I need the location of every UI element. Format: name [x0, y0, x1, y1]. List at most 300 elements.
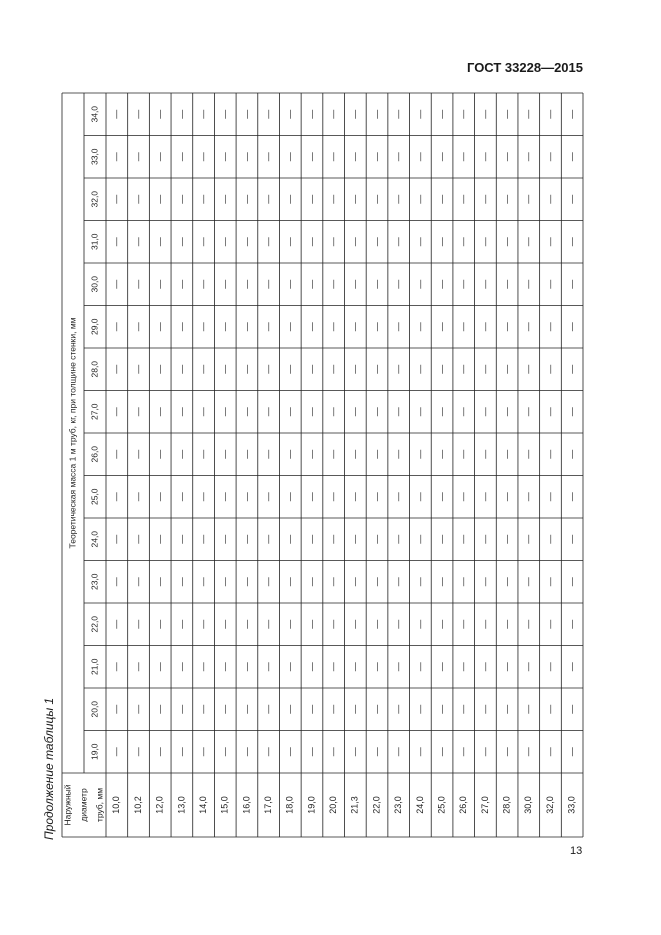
empty-value-cell: — [501, 279, 512, 289]
empty-value-cell: — [132, 492, 143, 502]
empty-value-cell: — [306, 662, 317, 672]
empty-value-cell: — [219, 237, 230, 247]
diameter-label: 25,0 [436, 796, 447, 814]
empty-value-cell: — [328, 534, 339, 544]
empty-value-cell: — [284, 407, 295, 417]
empty-value-cell: — [328, 194, 339, 204]
empty-value-cell: — [393, 619, 404, 629]
empty-value-cell: — [154, 279, 165, 289]
empty-value-cell: — [479, 152, 490, 162]
empty-value-cell: — [566, 577, 577, 587]
empty-value-cell: — [523, 449, 534, 459]
empty-value-cell: — [523, 577, 534, 587]
empty-value-cell: — [262, 279, 273, 289]
empty-value-cell: — [328, 747, 339, 757]
empty-value-cell: — [349, 747, 360, 757]
empty-value-cell: — [349, 279, 360, 289]
empty-value-cell: — [306, 152, 317, 162]
empty-value-cell: — [393, 492, 404, 502]
empty-value-cell: — [219, 449, 230, 459]
empty-value-cell: — [479, 492, 490, 502]
empty-value-cell: — [111, 407, 122, 417]
diameter-label: 26,0 [458, 796, 469, 814]
empty-value-cell: — [111, 534, 122, 544]
empty-value-cell: — [393, 747, 404, 757]
empty-value-cell: — [566, 619, 577, 629]
thickness-label: 29,0 [89, 318, 100, 336]
empty-value-cell: — [458, 619, 469, 629]
empty-value-cell: — [458, 534, 469, 544]
empty-value-cell: — [154, 322, 165, 332]
empty-value-cell: — [501, 194, 512, 204]
empty-value-cell: — [241, 534, 252, 544]
empty-value-cell: — [436, 364, 447, 374]
empty-value-cell: — [523, 704, 534, 714]
empty-value-cell: — [393, 704, 404, 714]
empty-value-cell: — [544, 237, 555, 247]
empty-value-cell: — [436, 407, 447, 417]
empty-value-cell: — [176, 152, 187, 162]
empty-value-cell: — [154, 492, 165, 502]
diameter-header-line: диаметр [78, 788, 89, 822]
empty-value-cell: — [501, 619, 512, 629]
empty-value-cell: — [176, 237, 187, 247]
empty-value-cell: — [241, 237, 252, 247]
empty-value-cell: — [566, 194, 577, 204]
empty-value-cell: — [262, 194, 273, 204]
empty-value-cell: — [414, 407, 425, 417]
thickness-label: 21,0 [89, 658, 100, 676]
empty-value-cell: — [328, 577, 339, 587]
empty-value-cell: — [154, 534, 165, 544]
empty-value-cell: — [306, 619, 317, 629]
empty-value-cell: — [284, 322, 295, 332]
empty-value-cell: — [284, 152, 295, 162]
empty-value-cell: — [219, 152, 230, 162]
empty-value-cell: — [111, 237, 122, 247]
empty-value-cell: — [414, 152, 425, 162]
empty-value-cell: — [523, 194, 534, 204]
empty-value-cell: — [544, 449, 555, 459]
empty-value-cell: — [479, 747, 490, 757]
empty-value-cell: — [371, 364, 382, 374]
page-number: 13 [570, 845, 583, 857]
empty-value-cell: — [501, 662, 512, 672]
empty-value-cell: — [154, 152, 165, 162]
empty-value-cell: — [284, 449, 295, 459]
empty-value-cell: — [436, 279, 447, 289]
empty-value-cell: — [414, 577, 425, 587]
empty-value-cell: — [262, 322, 273, 332]
empty-value-cell: — [371, 662, 382, 672]
empty-value-cell: — [241, 109, 252, 119]
empty-value-cell: — [458, 322, 469, 332]
empty-value-cell: — [393, 194, 404, 204]
empty-value-cell: — [328, 662, 339, 672]
empty-value-cell: — [479, 279, 490, 289]
empty-value-cell: — [349, 534, 360, 544]
empty-value-cell: — [393, 279, 404, 289]
empty-value-cell: — [111, 619, 122, 629]
diameter-label: 18,0 [284, 796, 295, 814]
empty-value-cell: — [154, 662, 165, 672]
empty-value-cell: — [219, 619, 230, 629]
empty-value-cell: — [241, 704, 252, 714]
empty-value-cell: — [566, 279, 577, 289]
empty-value-cell: — [197, 747, 208, 757]
empty-value-cell: — [154, 704, 165, 714]
empty-value-cell: — [284, 577, 295, 587]
diameter-label: 16,0 [241, 796, 252, 814]
empty-value-cell: — [393, 662, 404, 672]
diameter-header-line: Наружный [62, 784, 73, 826]
empty-value-cell: — [154, 619, 165, 629]
empty-value-cell: — [393, 534, 404, 544]
empty-value-cell: — [501, 492, 512, 502]
empty-value-cell: — [544, 534, 555, 544]
empty-value-cell: — [241, 662, 252, 672]
empty-value-cell: — [197, 237, 208, 247]
empty-value-cell: — [219, 704, 230, 714]
empty-value-cell: — [501, 449, 512, 459]
empty-value-cell: — [393, 237, 404, 247]
empty-value-cell: — [436, 237, 447, 247]
empty-value-cell: — [111, 577, 122, 587]
empty-value-cell: — [371, 534, 382, 544]
empty-value-cell: — [349, 322, 360, 332]
empty-value-cell: — [349, 407, 360, 417]
empty-value-cell: — [132, 407, 143, 417]
empty-value-cell: — [349, 237, 360, 247]
diameter-label: 12,0 [154, 796, 165, 814]
empty-value-cell: — [523, 279, 534, 289]
empty-value-cell: — [458, 237, 469, 247]
empty-value-cell: — [154, 364, 165, 374]
empty-value-cell: — [501, 237, 512, 247]
empty-value-cell: — [262, 534, 273, 544]
empty-value-cell: — [306, 747, 317, 757]
empty-value-cell: — [132, 662, 143, 672]
empty-value-cell: — [197, 492, 208, 502]
empty-value-cell: — [544, 364, 555, 374]
empty-value-cell: — [219, 747, 230, 757]
empty-value-cell: — [328, 322, 339, 332]
empty-value-cell: — [544, 577, 555, 587]
empty-value-cell: — [262, 449, 273, 459]
empty-value-cell: — [328, 619, 339, 629]
table-caption: Продолжение таблицы 1 [42, 697, 56, 840]
empty-value-cell: — [523, 364, 534, 374]
empty-value-cell: — [132, 747, 143, 757]
empty-value-cell: — [328, 364, 339, 374]
empty-value-cell: — [197, 364, 208, 374]
empty-value-cell: — [262, 237, 273, 247]
empty-value-cell: — [349, 619, 360, 629]
empty-value-cell: — [523, 619, 534, 629]
empty-value-cell: — [111, 662, 122, 672]
empty-value-cell: — [544, 194, 555, 204]
empty-value-cell: — [262, 152, 273, 162]
empty-value-cell: — [501, 109, 512, 119]
empty-value-cell: — [154, 194, 165, 204]
empty-value-cell: — [458, 577, 469, 587]
empty-value-cell: — [371, 449, 382, 459]
empty-value-cell: — [371, 237, 382, 247]
empty-value-cell: — [284, 534, 295, 544]
empty-value-cell: — [544, 619, 555, 629]
empty-value-cell: — [197, 407, 208, 417]
empty-value-cell: — [262, 747, 273, 757]
empty-value-cell: — [197, 152, 208, 162]
empty-value-cell: — [241, 449, 252, 459]
empty-value-cell: — [501, 152, 512, 162]
empty-value-cell: — [241, 364, 252, 374]
empty-value-cell: — [111, 194, 122, 204]
empty-value-cell: — [132, 109, 143, 119]
empty-value-cell: — [523, 492, 534, 502]
empty-value-cell: — [479, 662, 490, 672]
empty-value-cell: — [544, 704, 555, 714]
empty-value-cell: — [132, 194, 143, 204]
empty-value-cell: — [523, 747, 534, 757]
thickness-label: 19,0 [89, 743, 100, 761]
empty-value-cell: — [523, 407, 534, 417]
empty-value-cell: — [328, 237, 339, 247]
empty-value-cell: — [566, 237, 577, 247]
empty-value-cell: — [176, 109, 187, 119]
empty-value-cell: — [414, 364, 425, 374]
empty-value-cell: — [566, 322, 577, 332]
empty-value-cell: — [458, 449, 469, 459]
empty-value-cell: — [132, 152, 143, 162]
empty-value-cell: — [262, 407, 273, 417]
empty-value-cell: — [241, 492, 252, 502]
empty-value-cell: — [132, 237, 143, 247]
empty-value-cell: — [371, 619, 382, 629]
empty-value-cell: — [176, 364, 187, 374]
empty-value-cell: — [479, 407, 490, 417]
empty-value-cell: — [479, 322, 490, 332]
thickness-label: 20,0 [89, 700, 100, 718]
empty-value-cell: — [458, 152, 469, 162]
empty-value-cell: — [197, 662, 208, 672]
empty-value-cell: — [284, 109, 295, 119]
empty-value-cell: — [501, 364, 512, 374]
empty-value-cell: — [479, 109, 490, 119]
empty-value-cell: — [393, 577, 404, 587]
empty-value-cell: — [284, 747, 295, 757]
empty-value-cell: — [111, 747, 122, 757]
empty-value-cell: — [501, 322, 512, 332]
empty-value-cell: — [371, 152, 382, 162]
diameter-label: 33,0 [566, 796, 577, 814]
empty-value-cell: — [154, 109, 165, 119]
empty-value-cell: — [349, 152, 360, 162]
empty-value-cell: — [544, 662, 555, 672]
empty-value-cell: — [566, 364, 577, 374]
empty-value-cell: — [349, 449, 360, 459]
empty-value-cell: — [371, 194, 382, 204]
empty-value-cell: — [284, 704, 295, 714]
empty-value-cell: — [111, 109, 122, 119]
empty-value-cell: — [219, 109, 230, 119]
empty-value-cell: — [328, 407, 339, 417]
empty-value-cell: — [219, 279, 230, 289]
empty-value-cell: — [306, 322, 317, 332]
empty-value-cell: — [414, 619, 425, 629]
empty-value-cell: — [479, 449, 490, 459]
empty-value-cell: — [436, 194, 447, 204]
empty-value-cell: — [371, 747, 382, 757]
empty-value-cell: — [523, 109, 534, 119]
empty-value-cell: — [284, 364, 295, 374]
empty-value-cell: — [328, 109, 339, 119]
empty-value-cell: — [262, 109, 273, 119]
empty-value-cell: — [393, 364, 404, 374]
empty-value-cell: — [132, 322, 143, 332]
empty-value-cell: — [197, 449, 208, 459]
empty-value-cell: — [414, 279, 425, 289]
empty-value-cell: — [306, 109, 317, 119]
empty-value-cell: — [241, 322, 252, 332]
empty-value-cell: — [414, 109, 425, 119]
empty-value-cell: — [566, 449, 577, 459]
empty-value-cell: — [111, 704, 122, 714]
empty-value-cell: — [219, 364, 230, 374]
empty-value-cell: — [479, 194, 490, 204]
empty-value-cell: — [436, 492, 447, 502]
diameter-label: 19,0 [306, 796, 317, 814]
empty-value-cell: — [306, 492, 317, 502]
empty-value-cell: — [176, 704, 187, 714]
diameter-label: 14,0 [197, 796, 208, 814]
empty-value-cell: — [219, 662, 230, 672]
empty-value-cell: — [544, 279, 555, 289]
empty-value-cell: — [111, 322, 122, 332]
empty-value-cell: — [154, 237, 165, 247]
empty-value-cell: — [349, 194, 360, 204]
empty-value-cell: — [436, 577, 447, 587]
empty-value-cell: — [176, 662, 187, 672]
empty-value-cell: — [176, 492, 187, 502]
empty-value-cell: — [371, 704, 382, 714]
empty-value-cell: — [132, 704, 143, 714]
empty-value-cell: — [132, 577, 143, 587]
empty-value-cell: — [111, 449, 122, 459]
empty-value-cell: — [197, 534, 208, 544]
empty-value-cell: — [306, 364, 317, 374]
diameter-label: 17,0 [262, 796, 273, 814]
empty-value-cell: — [306, 407, 317, 417]
empty-value-cell: — [523, 152, 534, 162]
empty-value-cell: — [241, 619, 252, 629]
empty-value-cell: — [393, 152, 404, 162]
empty-value-cell: — [458, 194, 469, 204]
thickness-label: 28,0 [89, 360, 100, 378]
empty-value-cell: — [436, 662, 447, 672]
empty-value-cell: — [523, 322, 534, 332]
empty-value-cell: — [414, 704, 425, 714]
empty-value-cell: — [176, 534, 187, 544]
empty-value-cell: — [132, 534, 143, 544]
diameter-label: 10,0 [111, 796, 122, 814]
diameter-label: 28,0 [501, 796, 512, 814]
empty-value-cell: — [371, 577, 382, 587]
empty-value-cell: — [479, 577, 490, 587]
empty-value-cell: — [458, 279, 469, 289]
thickness-label: 24,0 [89, 530, 100, 548]
empty-value-cell: — [219, 194, 230, 204]
empty-value-cell: — [306, 449, 317, 459]
empty-value-cell: — [544, 492, 555, 502]
thickness-label: 26,0 [89, 445, 100, 463]
empty-value-cell: — [458, 407, 469, 417]
empty-value-cell: — [393, 407, 404, 417]
mass-header-label: Теоретическая масса 1 м труб, кг, при толщине стенки, мм [67, 317, 78, 549]
empty-value-cell: — [262, 492, 273, 502]
empty-value-cell: — [262, 619, 273, 629]
empty-value-cell: — [523, 534, 534, 544]
empty-value-cell: — [241, 279, 252, 289]
empty-value-cell: — [176, 747, 187, 757]
empty-value-cell: — [566, 662, 577, 672]
empty-value-cell: — [241, 152, 252, 162]
diameter-label: 10,2 [132, 796, 143, 814]
empty-value-cell: — [371, 279, 382, 289]
empty-value-cell: — [241, 407, 252, 417]
diameter-label: 30,0 [523, 796, 534, 814]
empty-value-cell: — [219, 577, 230, 587]
empty-value-cell: — [284, 619, 295, 629]
empty-value-cell: — [501, 534, 512, 544]
empty-value-cell: — [566, 492, 577, 502]
empty-value-cell: — [544, 747, 555, 757]
empty-value-cell: — [262, 704, 273, 714]
empty-value-cell: — [197, 109, 208, 119]
empty-value-cell: — [132, 449, 143, 459]
empty-value-cell: — [349, 577, 360, 587]
empty-value-cell: — [436, 322, 447, 332]
empty-value-cell: — [349, 704, 360, 714]
empty-value-cell: — [154, 449, 165, 459]
empty-value-cell: — [284, 237, 295, 247]
empty-value-cell: — [132, 619, 143, 629]
empty-value-cell: — [219, 407, 230, 417]
empty-value-cell: — [176, 194, 187, 204]
diameter-header-line: труб, мм [94, 787, 105, 823]
empty-value-cell: — [349, 662, 360, 672]
empty-value-cell: — [284, 492, 295, 502]
empty-value-cell: — [197, 577, 208, 587]
empty-value-cell: — [111, 492, 122, 502]
empty-value-cell: — [328, 449, 339, 459]
empty-value-cell: — [154, 747, 165, 757]
empty-value-cell: — [197, 619, 208, 629]
empty-value-cell: — [219, 492, 230, 502]
empty-value-cell: — [132, 364, 143, 374]
empty-value-cell: — [566, 407, 577, 417]
empty-value-cell: — [566, 152, 577, 162]
empty-value-cell: — [458, 492, 469, 502]
empty-value-cell: — [414, 662, 425, 672]
empty-value-cell: — [328, 704, 339, 714]
empty-value-cell: — [544, 152, 555, 162]
empty-value-cell: — [371, 109, 382, 119]
diameter-label: 20,0 [328, 796, 339, 814]
empty-value-cell: — [306, 534, 317, 544]
empty-value-cell: — [349, 492, 360, 502]
empty-value-cell: — [436, 619, 447, 629]
